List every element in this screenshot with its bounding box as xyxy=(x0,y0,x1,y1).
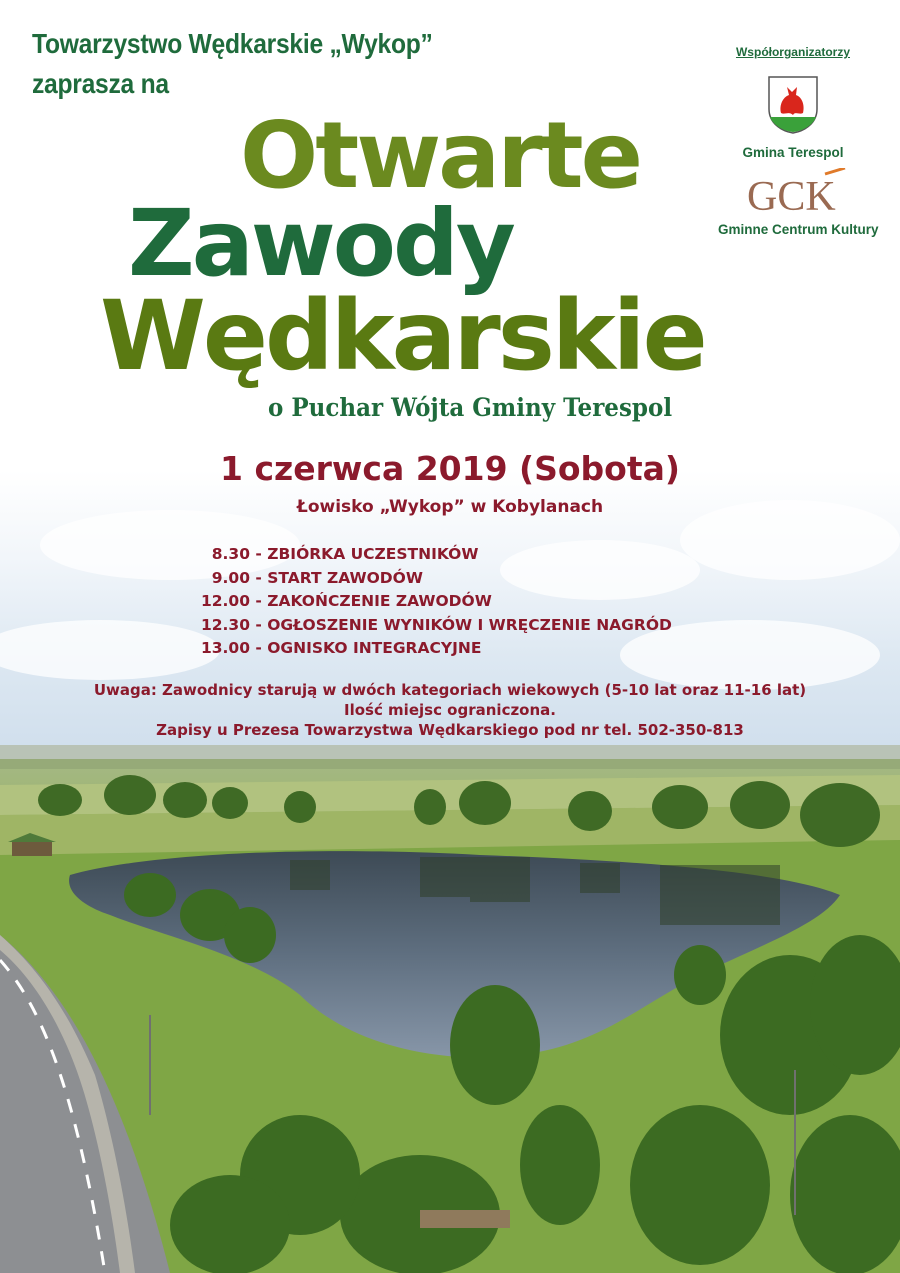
coorganizers-title: Współorganizatorzy xyxy=(735,45,850,59)
title-word-zawody: Zawody xyxy=(128,190,513,297)
schedule-item: 9.00 - START ZAWODÓW xyxy=(168,569,808,593)
title-word-wedkarskie: Wędkarskie xyxy=(100,280,705,392)
gck-name-label: Gminne Centrum Kultury xyxy=(718,222,879,237)
schedule-item: 8.30 - ZBIÓRKA UCZESTNIKÓW xyxy=(168,545,808,569)
event-notes xyxy=(0,680,900,740)
gmina-terespol-coat-of-arms-icon xyxy=(767,75,819,135)
gmina-terespol-label: Gmina Terespol xyxy=(742,145,844,160)
event-venue: Łowisko „Wykop” w Kobylanach xyxy=(296,497,604,517)
schedule-item: 12.30 - OGŁOSZENIE WYNIKÓW I WRĘCZENIE NAGRÓD xyxy=(168,616,808,640)
gck-logo xyxy=(733,168,853,220)
coorganizers-panel xyxy=(718,45,879,237)
schedule-time: 8.30 xyxy=(211,545,250,563)
schedule-activity: START ZAWODÓW xyxy=(267,568,423,587)
registration-contact-note: Zapisy u Prezesa Towarzystwa Wędkarskiego pod nr tel. 502-350-813 xyxy=(156,721,744,739)
gck-logo-text: GCK xyxy=(747,174,836,220)
schedule-time: 12.00 xyxy=(200,592,250,610)
schedule-activity: ZAKOŃCZENIE ZAWODÓW xyxy=(267,592,492,610)
schedule-item: 12.00 - ZAKOŃCZENIE ZAWODÓW xyxy=(168,592,808,616)
title-word-otwarte: Otwarte xyxy=(240,102,641,209)
lake-landscape-photo xyxy=(0,745,900,1273)
schedule-activity: OGŁOSZENIE WYNIKÓW I WRĘCZENIE NAGRÓD xyxy=(267,615,672,634)
event-date: 1 czerwca 2019 (Sobota) xyxy=(220,449,680,488)
schedule-activity: ZBIÓRKA UCZESTNIKÓW xyxy=(267,545,479,563)
event-schedule xyxy=(168,545,808,663)
schedule-time: 13.00 xyxy=(200,639,250,657)
invitation-text: zaprasza na xyxy=(32,68,169,99)
event-subtitle: o Puchar Wójta Gminy Terespol xyxy=(268,393,673,422)
schedule-time: 12.30 xyxy=(200,615,250,634)
limited-places-note: Ilość miejsc ograniczona. xyxy=(343,701,556,719)
age-categories-note: Uwaga: Zawodnicy starują w dwóch kategoriach wiekowych (5-10 lat oraz 11-16 lat) xyxy=(93,681,807,699)
schedule-time: 9.00 xyxy=(211,568,250,587)
schedule-activity: OGNISKO INTEGRACYJNE xyxy=(267,639,482,657)
schedule-item: 13.00 - OGNISKO INTEGRACYJNE xyxy=(168,639,808,663)
organizer-name: Towarzystwo Wędkarskie „Wykop” xyxy=(32,28,433,59)
